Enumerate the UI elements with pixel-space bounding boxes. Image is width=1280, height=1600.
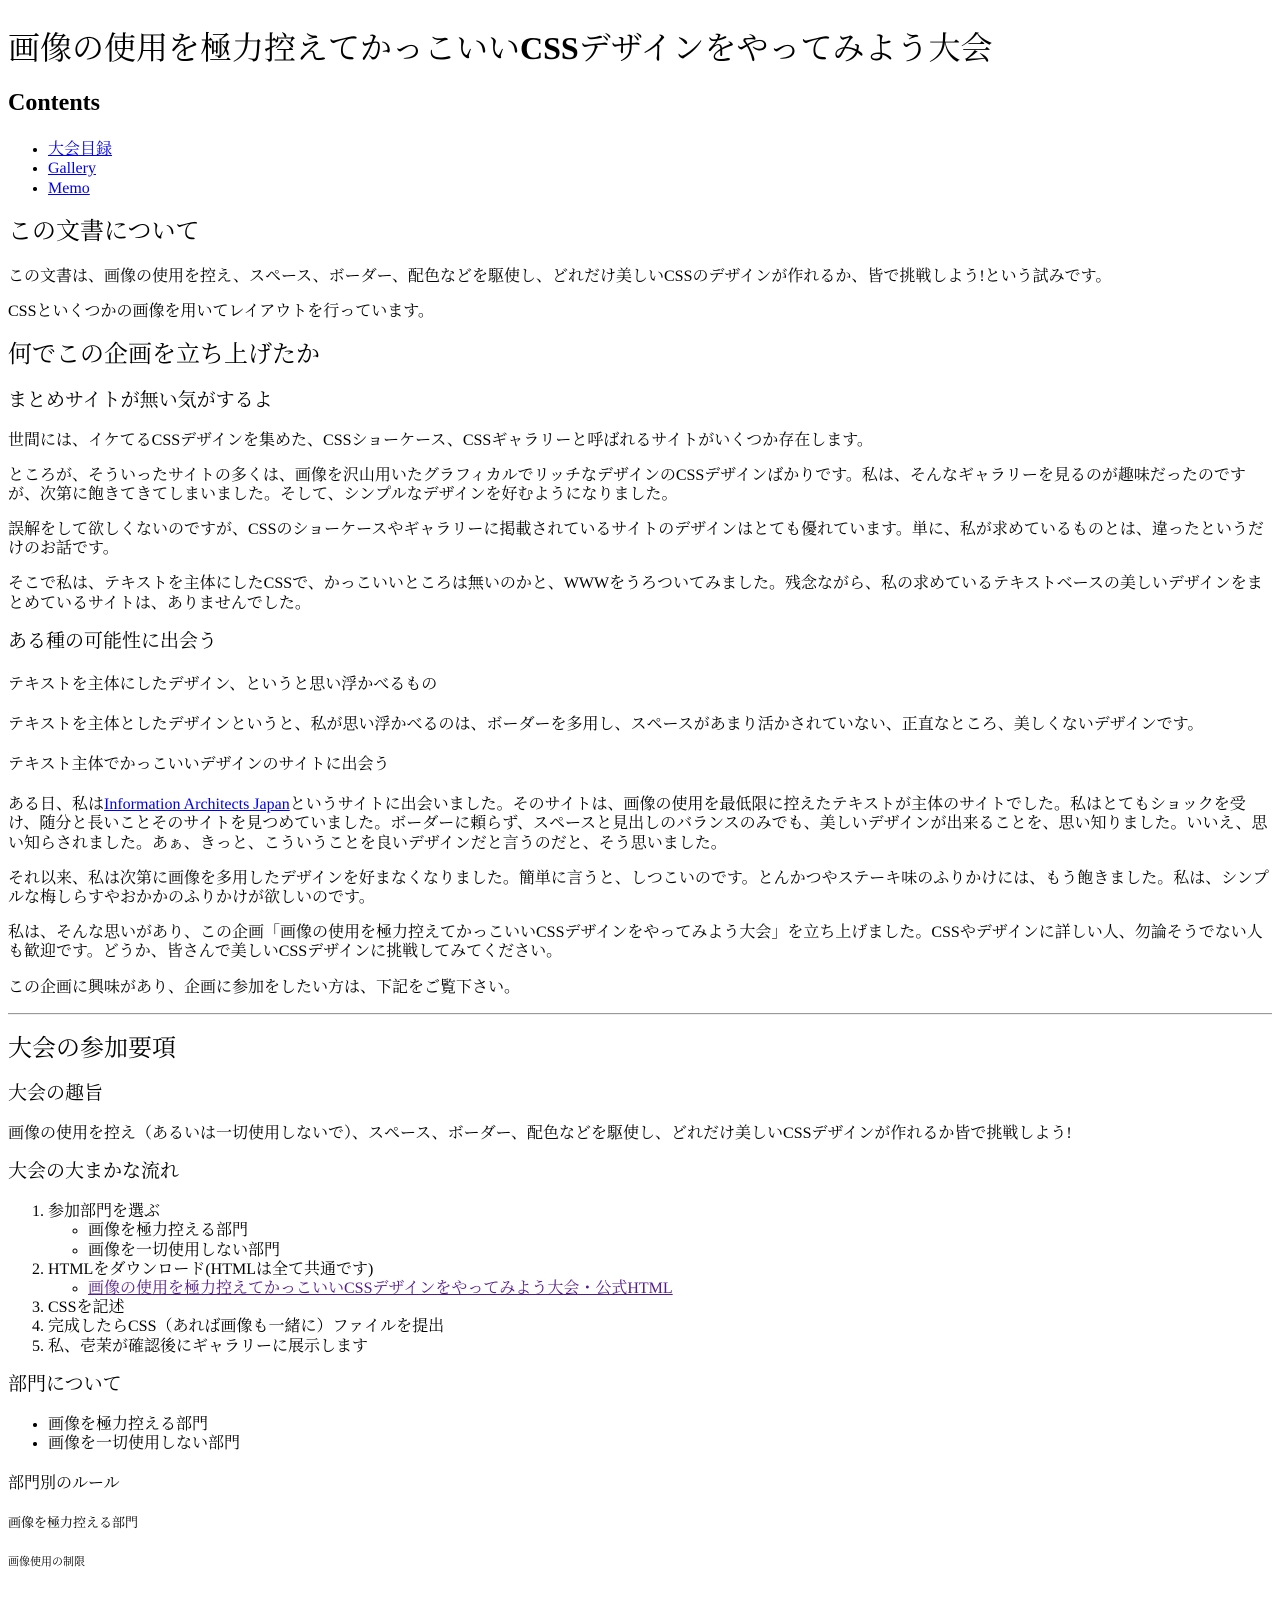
division-option: ◦ 画像を極力控える部門	[88, 1221, 1272, 1240]
contents-item	[48, 179, 1272, 198]
flow-heading: 大会の大まかな流れ	[8, 1161, 180, 1183]
contents-link-catalog[interactable]: 大会目録	[48, 141, 113, 159]
flow-step-2: 2. HTMLをダウンロード(HTMLは全て共通です) ◦ 画像の使用を極力控えてかっこいいCSSデザインをやってみよう大会・公式HTML	[48, 1260, 1272, 1298]
cool-site-heading: テキスト主体でかっこいいデザインのサイトに出会う	[8, 756, 390, 773]
division-options	[48, 1221, 1272, 1259]
rules-heading: 部門別のルール	[8, 1474, 120, 1492]
flow-step-1: 1. 参加部門を選ぶ ◦ 画像を極力控える部門 ◦ 画像を一切使用しない部門	[48, 1202, 1272, 1260]
flow-step-3: 3. CSSを記述	[48, 1298, 1272, 1317]
division-option: ◦ 画像を一切使用しない部門	[88, 1241, 1272, 1260]
division-item: • 画像を一切使用しない部門	[48, 1434, 1272, 1453]
flow-list	[8, 1202, 1272, 1356]
flow-step-4: 4. 完成したらCSS（あれば画像も一緒に）ファイルを提出	[48, 1317, 1272, 1336]
project-paragraph: 私は、そんな思いがあり、この企画「画像の使用を極力控えてかっこいいCSSデザインをやってみよう大会」を立ち上げました。CSSやデザインに詳しい人、勿論そうでない人も歓迎です。どうか、皆さんで美しいCSSデザインに挑戦してみてください。	[8, 924, 1263, 961]
contents-link-gallery[interactable]: Gallery	[48, 160, 96, 178]
download-item	[88, 1279, 1272, 1298]
about-heading: この文書について	[8, 218, 200, 245]
contents-item	[48, 140, 1272, 159]
text-design-heading: テキストを主体にしたデザイン、というと思い浮かべるもの	[8, 675, 438, 693]
why-sub1-paragraph-1: 世間には、イケてるCSSデザインを集めた、CSSショーケース、CSSギャラリーと呼ばれるサイトがいくつか存在します。	[8, 431, 873, 449]
image-limit-heading: 画像使用の制限	[8, 1555, 85, 1568]
about-paragraph-2: CSSといくつかの画像を用いてレイアウトを行っています。	[8, 302, 434, 320]
see-below-paragraph: この企画に興味があり、企画に参加をしたい方は、下記をご覧下さい。	[8, 978, 521, 996]
division-item: • 画像を極力控える部門	[48, 1415, 1272, 1434]
why-sub1-heading: まとめサイトが無い気がするよ	[8, 389, 273, 411]
divisions-list	[8, 1415, 1272, 1453]
why-sub1-paragraph-2: ところが、そういったサイトの多くは、画像を沢山用いたグラフィカルでリッチなデザインのCSSデザインばかりです。私は、そんなギャラリーを見るのが趣味だったのですが、次第に飽きてきてしまいました。そして、シンプルなデザインを好むようになりました。	[8, 466, 1246, 503]
ia-japan-link[interactable]: Information Architects Japan	[104, 796, 290, 814]
purpose-paragraph: 画像の使用を控え（あるいは一切使用しないで）、スペース、ボーダー、配色などを駆使し、どれだけ美しいCSSデザインが作れるか皆で挑戦しよう!	[8, 1125, 1072, 1143]
contents-heading: Contents	[8, 90, 101, 117]
why-sub1-paragraph-4: そこで私は、テキストを主体にしたCSSで、かっこいいところは無いのかと、WWWをうろついてみました。残念ながら、私の求めているテキストベースの美しいデザインをまとめているサイトは、ありませんでした。	[8, 575, 1263, 612]
section-divider	[8, 1013, 1272, 1015]
entry-heading: 大会の参加要項	[8, 1035, 176, 1062]
divisions-heading: 部門について	[8, 1373, 122, 1395]
flow-step-5: 5. 私、壱茉が確認後にギャラリーに展示します	[48, 1337, 1272, 1356]
why-sub2-heading: ある種の可能性に出会う	[8, 630, 218, 652]
purpose-heading: 大会の趣旨	[8, 1083, 104, 1105]
since-then-paragraph: それ以来、私は次第に画像を多用したデザインを好まなくなりました。簡単に言うと、しつこいのです。とんかつやステーキ味のふりかけには、もう飽きました。私は、シンプルな梅しらすやおかかのふりかけが欲しいのです。	[8, 869, 1269, 906]
text-design-paragraph: テキストを主体としたデザインというと、私が思い浮かべるのは、ボーダーを多用し、スペースがあまり活かされていない、正直なところ、美しくないデザインです。	[8, 715, 1204, 733]
rules-division-heading: 画像を極力控える部門	[8, 1515, 139, 1531]
about-paragraph-1: この文書は、画像の使用を控え、スペース、ボーダー、配色などを駆使し、どれだけ美しいCSSのデザインが作れるか、皆で挑戦しよう!という試みです。	[8, 267, 1112, 285]
contents-nav	[8, 140, 1272, 198]
why-sub1-paragraph-3: 誤解をして欲しくないのですが、CSSのショーケースやギャラリーに掲載されているサイトのデザインはとても優れています。単に、私が求めているものとは、違ったというだけのお話です。	[8, 521, 1264, 558]
contents-item	[48, 159, 1272, 178]
why-heading: 何でこの企画を立ち上げたか	[8, 341, 320, 368]
page-title: 画像の使用を極力控えてかっこいいCSSデザインをやってみよう大会	[8, 30, 993, 66]
cool-site-paragraph: ある日、私はInformation Architects Japanというサイトに出会いました。そのサイトは、画像の使用を最低限に控えたテキストが主体のサイトでした。私はとてもショックを受け、随分と長いことそのサイトを見つめていました。ボーダーに頼らず、スペースと見出しのバランスのみでも、美しいデザインが出来ることを、思い知りました。いいえ、思い知らされました。あぁ、きっと、こういうことを良いデザインだと言うのだと、そう思いました。	[8, 796, 1268, 852]
contents-link-memo[interactable]: Memo	[48, 179, 90, 197]
download-list	[48, 1279, 1272, 1298]
official-html-link[interactable]: 画像の使用を極力控えてかっこいいCSSデザインをやってみよう大会・公式HTML	[88, 1280, 673, 1298]
